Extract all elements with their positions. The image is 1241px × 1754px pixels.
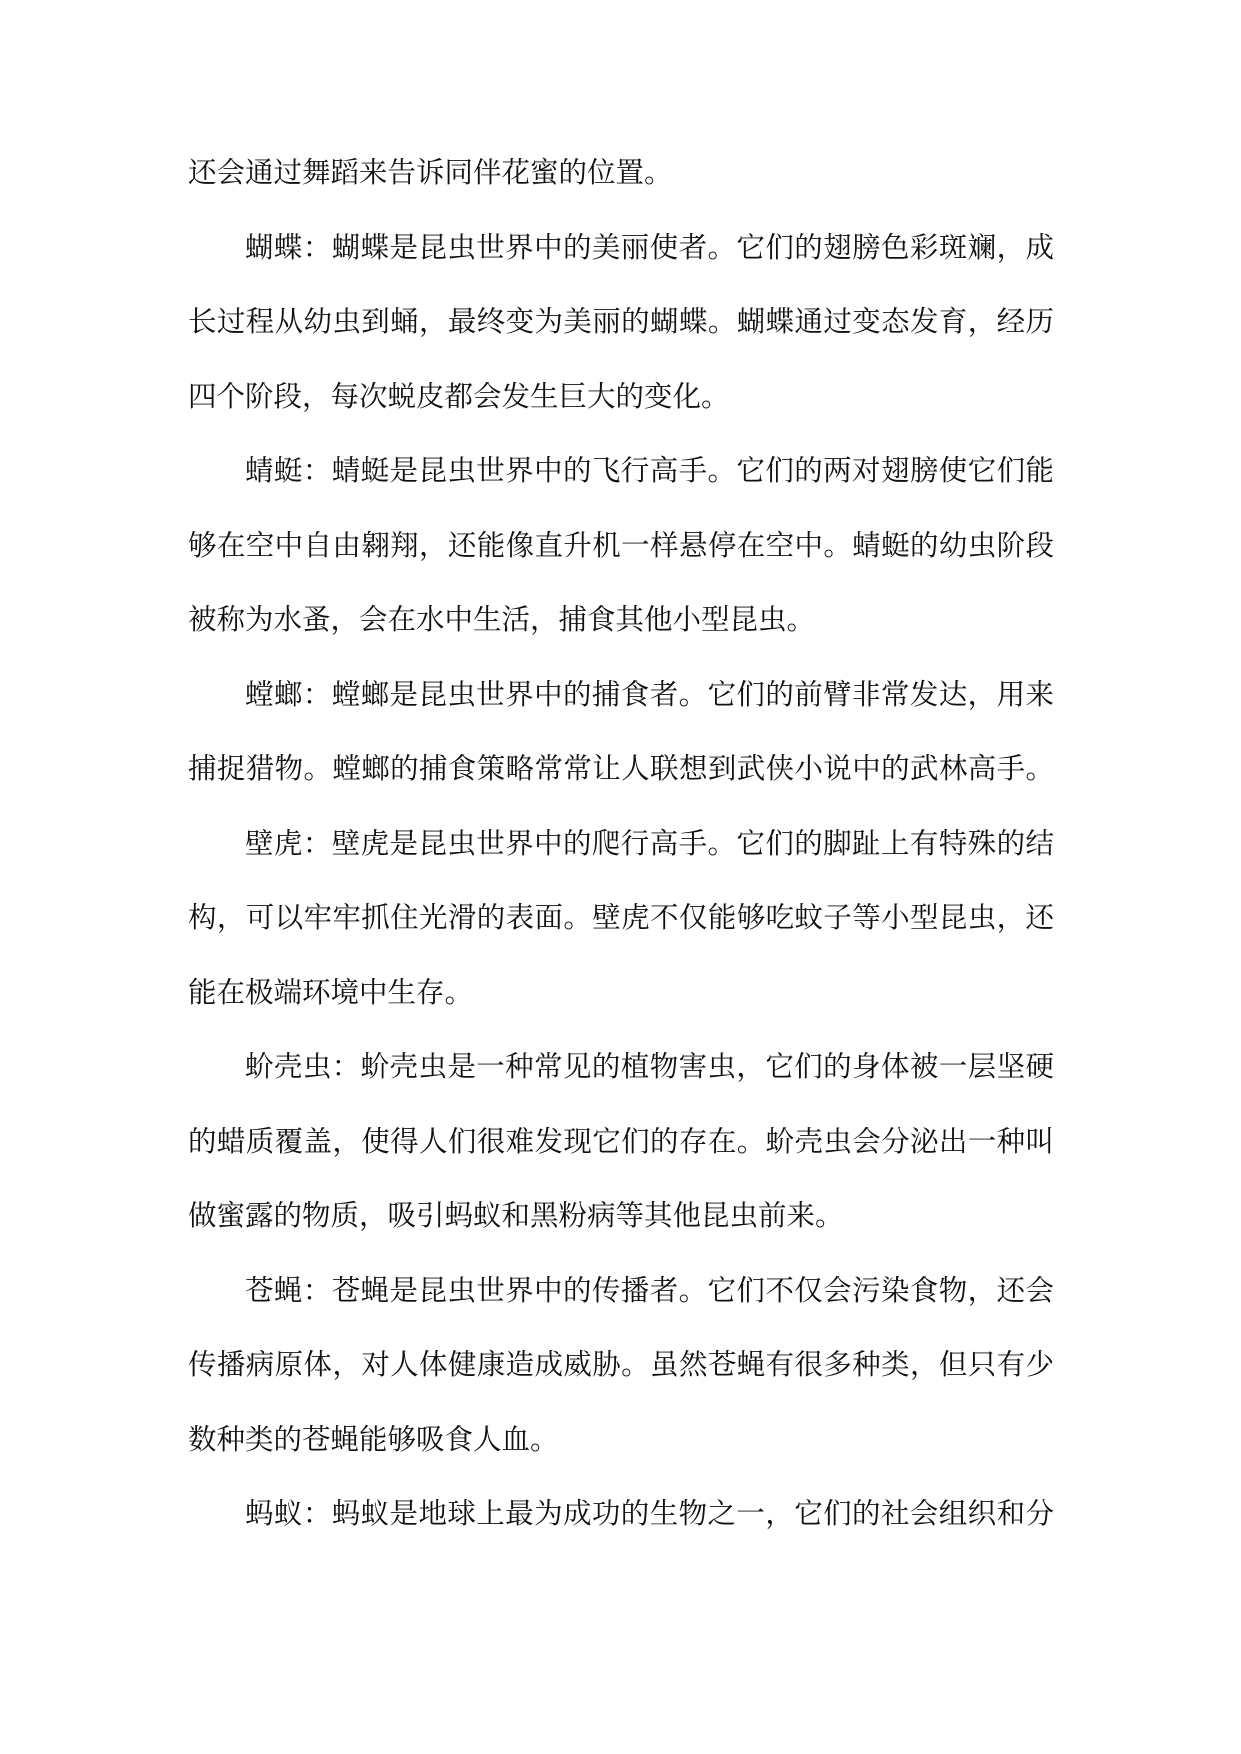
- document-body: [188, 136, 1054, 1552]
- text-line: 四个阶段，每次蜕皮都会发生巨大的变化。: [188, 379, 730, 413]
- text-line: 被称为水蚤，会在水中生活，捕食其他小型昆虫。: [188, 603, 816, 636]
- text-line: 蚧壳虫：蚧壳虫是一种常见的植物害虫，它们的身体被一层坚硬: [245, 1050, 1054, 1083]
- text-line: 蝴蝶：蝴蝶是昆虫世界中的美丽使者。它们的翅膀色彩斑斓，成: [245, 230, 1054, 264]
- text-line: 螳螂：螳螂是昆虫世界中的捕食者。它们的前臂非常发达，用来: [245, 677, 1054, 711]
- text-line: 的蜡质覆盖，使得人们很难发现它们的存在。蚧壳虫会分泌出一种叫: [188, 1124, 1054, 1158]
- text-line: 蜻蜓：蜻蜓是昆虫世界中的飞行高手。它们的两对翅膀使它们能: [245, 454, 1054, 487]
- text-line: 蚂蚁：蚂蚁是地球上最为成功的生物之一，它们的社会组织和分: [245, 1497, 1054, 1530]
- text-line: 还会通过舞蹈来告诉同伴花蜜的位置。: [188, 156, 673, 189]
- text-line: 壁虎：壁虎是昆虫世界中的爬行高手。它们的脚趾上有特殊的结: [245, 826, 1054, 860]
- text-line: 做蜜露的物质，吸引蚂蚁和黑粉病等其他昆虫前来。: [188, 1199, 844, 1232]
- text-line: 传播病原体，对人体健康造成威胁。虽然苍蝇有很多种类，但只有少: [188, 1348, 1054, 1381]
- text-line: 够在空中自由翱翔，还能像直升机一样悬停在空中。蜻蜓的幼虫阶段: [188, 528, 1054, 562]
- text-line: 能在极端环境中生存。: [188, 975, 474, 1009]
- text-line: 捕捉猎物。螳螂的捕食策略常常让人联想到武侠小说中的武林高手。: [188, 752, 1054, 785]
- text-line: 长过程从幼虫到蛹，最终变为美丽的蝴蝶。蝴蝶通过变态发育，经历: [188, 305, 1054, 338]
- text-line: 构，可以牢牢抓住光滑的表面。壁虎不仅能够吃蚊子等小型昆虫，还: [188, 901, 1054, 934]
- text-line: 数种类的苍蝇能够吸食人血。: [188, 1422, 559, 1456]
- text-line: 苍蝇：苍蝇是昆虫世界中的传播者。它们不仅会污染食物，还会: [245, 1273, 1054, 1307]
